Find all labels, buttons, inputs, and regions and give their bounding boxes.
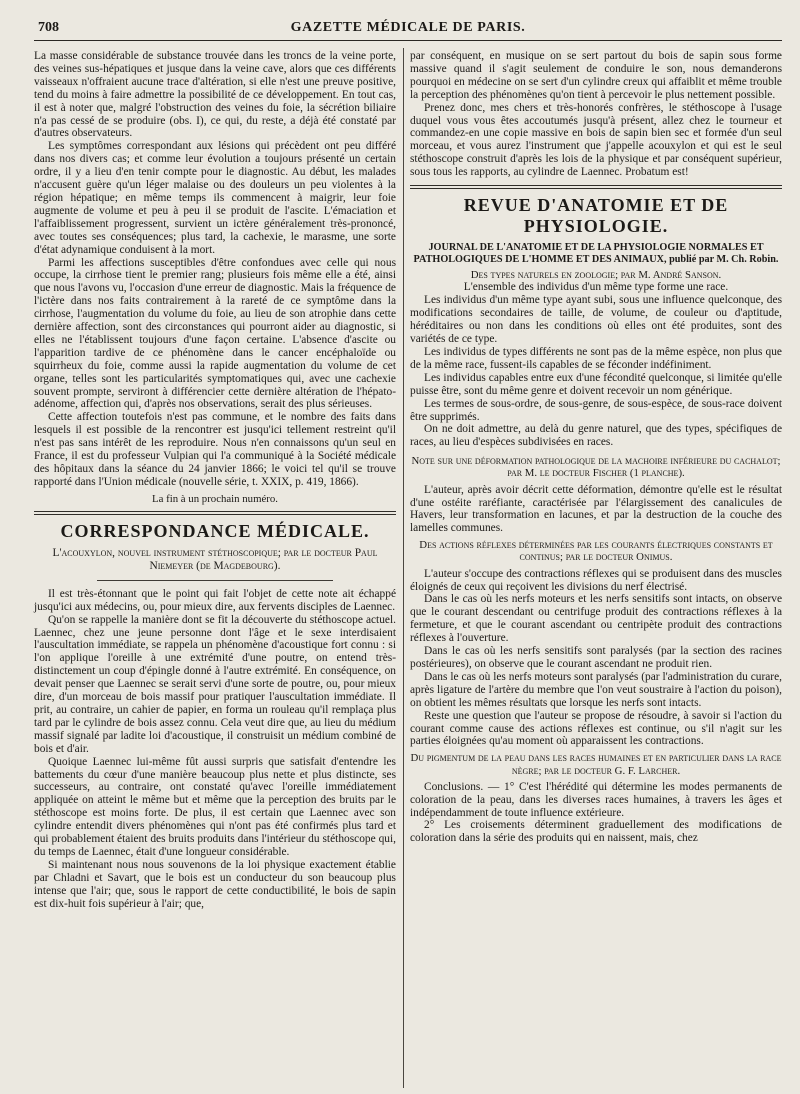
section-title: CORRESPONDANCE MÉDICALE. — [60, 521, 370, 542]
section-divider — [410, 185, 782, 189]
section-divider — [34, 511, 396, 515]
paragraph: 2° Les croisements déterminent graduellement des modifications de coloration dans la série des produits qui en naissent, mais, chez — [410, 819, 782, 845]
running-head — [34, 18, 782, 41]
paragraph: Les termes de sous-ordre, de sous-genre, de sous-espèce, de sous-race doivent être supprimés. — [410, 397, 782, 423]
column-divider — [403, 48, 404, 1088]
paragraph: Cette affection toutefois n'est pas commune, et le nombre des faits dans lesquels il est possible de la rencontrer est jusqu'ici tellement restreint qu'il n'est pas sans intérêt de les reproduire. Nous n'en connaissons qu'un seul en France, il est du professeur Vulpian qui l'a communiqué à la Société médicale des hôpitaux dans la séance du 24 janvier 1866; le voici tel qu'il se trouve rapporté dans l'Union médicale (nouvelle série, t. XXIX, p. 419, 1866). — [34, 411, 396, 488]
paragraph: Les symptômes correspondant aux lésions qui précèdent ont peu différé dans nos divers cas; et comme leur évolution a toujours présenté un certain ordre, il y a lieu d'en tenir compte pour le diagnostic. Au début, les malades n'accusent guère qu'un léger malaise ou des douleurs un peu violentes à la région hépatique; en même temps ils commencent à maigrir, leur foie augmente de volume et peu à peu il se produit de l'ascite. L'émaciation et l'affaiblissement progressent, survient un ictère généralement très-prononcé, avec toutes ses conséquences; plus tard, la cachexie, le marasme, une sorte d'état adynamique conduisent à la mort. — [34, 140, 396, 256]
divider — [97, 580, 332, 581]
paragraph: L'auteur, après avoir décrit cette déformation, démontre qu'elle est le résultat d'une ostéite raréfiante, caractérisée par l'élargissement des canalicules de Havers, leur transformation en lacunes, et par la destruction de la couche des lamelles communes. — [410, 483, 782, 535]
paragraph: par conséquent, en musique on se sert partout du bois de sapin sous forme massive quand il s'agit seulement de conduire le son, nous demanderons pourquoi en médecine on se sert d'un cylindre creux qui affaiblit et même trouble la perception des phénomènes qu'on tient à percevoir le plus nettement possible. — [410, 50, 782, 101]
paragraph: Conclusions. — 1° C'est l'hérédité qui détermine les modes permanents de coloration de la peau, dans les diverses races humaines, à travers les âges et indépendamment de toute influence extérieure. — [410, 780, 782, 819]
journal-title: GAZETTE MÉDICALE DE PARIS. — [290, 20, 526, 35]
paragraph: Qu'on se rappelle la manière dont se fit la découverte du stéthoscope actuel. Laennec, chez une jeune personne dont l'âge et le sexe interdisaient l'auscultation immédiate, se rappela un phénomène d'acoustique fort connu : si l'on applique l'oreille à une extrémité d'une poutre, on entend très-distinctement un coup d'épingle donné à l'autre extrémité. En conséquence, on devait penser que Laennec se serait servi d'une sorte de poutre, ou, pour mieux dire, d'un morceau de bois massif pour pratiquer l'auscultation immédiate. Il prit, au contraire, un cahier de papier, en forma un rouleau qu'il remplaça plus tard par le cylindre de bois assez connu. Cela veut dire que, au lieu du médium massif signalé par ladite loi d'acoustique, il construisit un médium combiné de bois et d'air. — [34, 613, 396, 755]
journal-line: JOURNAL DE L'ANATOMIE ET DE LA PHYSIOLOGIE NORMALES ET PATHOLOGIQUES DE L'HOMME ET DES ANIMAUX, publié par M. Ch. Robin. — [413, 242, 779, 265]
paragraph: Parmi les affections susceptibles d'être confondues avec celle qui nous occupe, la cirrhose tient le premier rang; plusieurs fois même elle a été, ainsi que nous l'avons vu, l'occasion d'une erreur de diagnostic. Mais la fréquence de l'ictère dans nos faits contrairement à la rareté de ce symptôme dans la cirrhose, l'augmentation du volume du foie, au lieu de son atrophie dans cette dernière affection, sont des circonstances qui pourront aider au diagnostic, si elles ne l'établissent toujours d'une façon certaine. L'absence d'ascite ou l'apparition tardive de ce phénomène dans le cancer encéphaloïde ou squirrheux du foie, comme aussi la rapide augmentation du volume de cet organe, telles sont les particularités symptomatiques qui, avec une cachexie souvent prompte, serviront à différencier cette dernière altération de l'hépato-adénome, affection qui, d'après nos observations, serait des plus sérieuses. — [34, 256, 396, 411]
paragraph: Dans le cas où les nerfs moteurs sont paralysés (par l'administration du curare, après ligature de l'artère du membre que l'on veut soustraire à l'action du poison), on obtient les mêmes résultats que lorsque les nerfs sont intacts. — [410, 670, 782, 709]
article-title: Du pigmentum de la peau dans les races humaines et en particulier dans la race nègre; par le docteur G. F. Larcher. — [410, 752, 782, 777]
article-title: L'acouxylon, nouvel instrument stéthoscopique; par le docteur Paul Niemeyer (de Magdebourg). — [52, 547, 378, 572]
paragraph: Dans le cas où les nerfs sensitifs sont paralysés (par la section des racines postérieures), on observe que le courant ascendant ne produit rien. — [410, 645, 782, 671]
paragraph: Reste une question que l'auteur se propose de résoudre, à savoir si l'action du courant comme cause des actions réflexes est continue, ou s'il n'agit sur les parties éloignées qu'au moment où apparaissent les contractions. — [410, 709, 782, 748]
right-column — [410, 50, 782, 845]
paragraph: On ne doit admettre, au delà du genre naturel, que des types, spécifiques de races, au lieu d'espèces subdivisées en races. — [410, 423, 782, 449]
paragraph: L'auteur s'occupe des contractions réflexes qui se produisent dans des muscles éloignés de ceux qui reçoivent les divisions du nerf électrisé. — [410, 567, 782, 593]
article-title: Des types naturels en zoologie; par M. André Sanson. — [470, 269, 722, 282]
paragraph: Il est très-étonnant que le point qui fait l'objet de cette note ait échappé jusqu'ici aux médecins, ou, pour mieux dire, aux fervents disciples de Laennec. — [34, 587, 396, 613]
paragraph: L'ensemble des individus d'un même type forme une race. — [463, 281, 729, 294]
paragraph: Les individus d'un même type ayant subi, sous une influence quelconque, des modifications secondaires de taille, de volume, de couleur ou d'aptitude, héréditaires ou non dans les conditions où elles ont été produites, sont des variétés de ce type. — [410, 294, 782, 346]
paragraph: Dans le cas où les nerfs moteurs et les nerfs sensitifs sont intacts, on observe que le courant descendant ou centrifuge produit des contractions réflexes à la fermeture, et que le courant ascendant ou centripète produit des contractions réflexes à l'ouverture. — [410, 593, 782, 645]
article-title: Des actions réflexes déterminées par les courants électriques constants et continus; par le docteur Onimus. — [419, 539, 773, 564]
paragraph: Prenez donc, mes chers et très-honorés confrères, le stéthoscope à l'usage duquel vous vous êtes accoutumés jusqu'à présent, allez chez le tourneur et commandez-en une copie massive en bois de sapin bien sec et formée d'un seul morceau, et vous aurez l'instrument que j'appelle acouxylon et qui est le seul stéthoscope construit d'après les lois de la physique et par conséquent supérieur, sous tous les rapports, au cylindre de Laennec. Probatum est! — [410, 101, 782, 179]
paragraph: Quoique Laennec lui-même fût aussi surpris que satisfait d'entendre les battements du cœur d'une manière beaucoup plus nette et plus distincte, ses successeurs, au contraire, ont constaté qu'avec l'oreille immédiatement appliquée on atteint le même but et même que la perception des bruits par le stéthoscope est moins forte. De plus, il est certain que Laennec avec son cylindre entendit divers phénomènes qui n'ont pas été confirmés plus tard et qui probablement étaient des bruits produits dans l'intérieur du stéthoscope qui, du temps de Laennec, était d'une longueur considérable. — [34, 755, 396, 858]
section-title: REVUE D'ANATOMIE ET DE PHYSIOLOGIE. — [463, 195, 729, 237]
left-column — [34, 50, 396, 910]
paragraph: Les individus capables entre eux d'une fécondité quelconque, si limitée qu'elle puisse être, sont du même genre et doivent recevoir un nom générique. — [410, 371, 782, 397]
page-number: 708 — [38, 20, 59, 35]
paragraph: Les individus de types différents ne sont pas de la même espèce, non plus que de la même race, fussent-ils capables de se féconder indéfiniment. — [410, 345, 782, 371]
continued-note: La fin à un prochain numéro. — [152, 492, 278, 505]
article-title: Note sur une déformation pathologique de la machoire inférieure du cachalot; par M. le docteur Fischer (1 planche). — [411, 455, 781, 480]
paragraph: La masse considérable de substance trouvée dans les troncs de la veine porte, des veines sus-hépatiques et jusque dans la veine cave, alors que ces différents vaisseaux n'offraient aucune trace d'altération, si elle n'est une preuve positive, tend du moins à faire admettre la possibilité de ce développement. En tout cas, il est à noter que, malgré l'obstruction des veines du foie, la sécrétion biliaire n'a pas cessé de se produire (obs. I), ce qui, du reste, a déjà été constaté par d'autres observateurs. — [34, 50, 396, 140]
paragraph: Si maintenant nous nous souvenons de la loi physique exactement établie par Chladni et Savart, que le bois est un conducteur du son beaucoup plus intense que l'air; que, sous le rapport de cette conductibilité, le bois de sapin est dix-huit fois supérieur à l'air; que, — [34, 858, 396, 910]
